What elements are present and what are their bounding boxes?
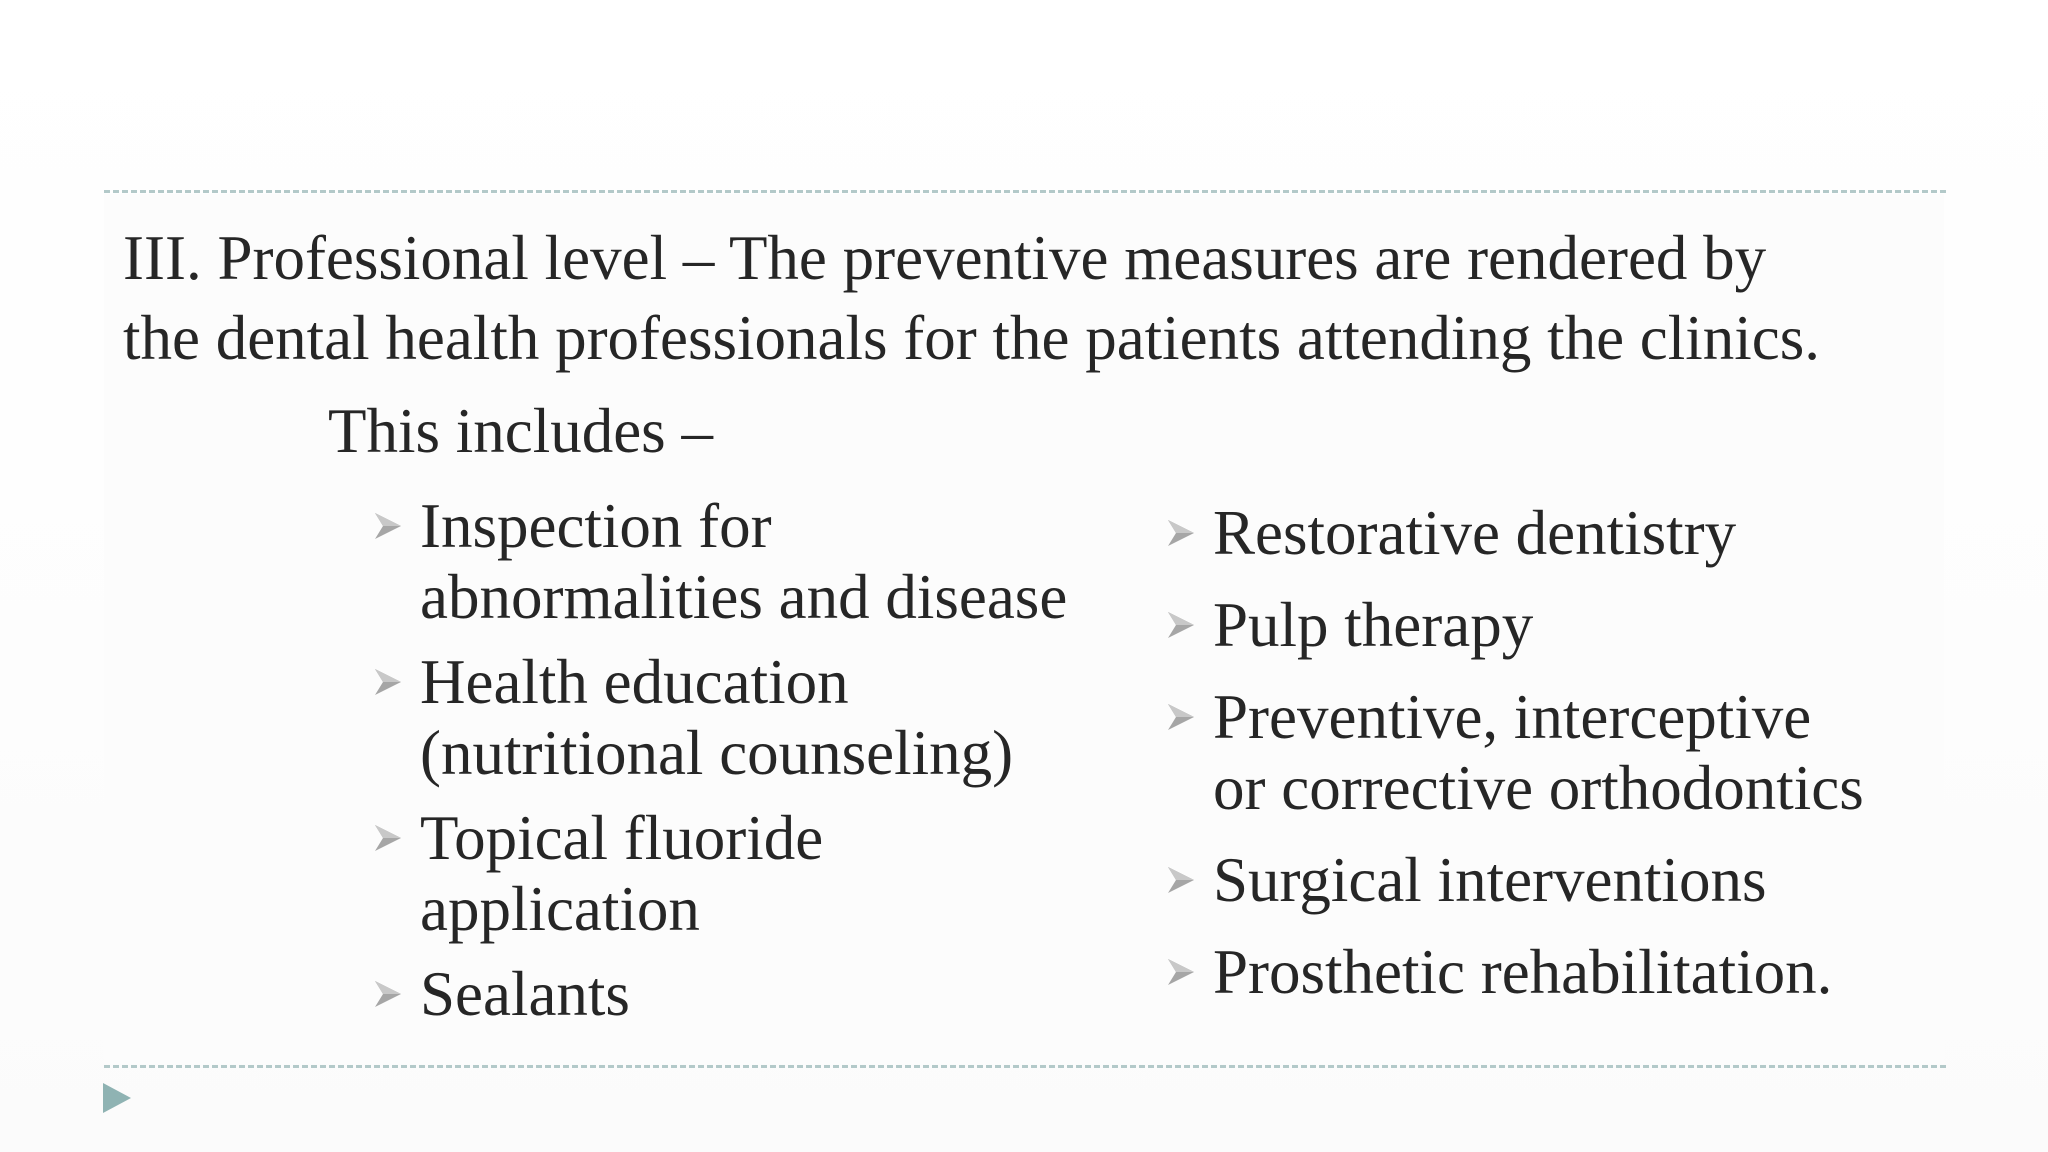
list-item xyxy=(1165,845,2005,916)
arrowhead-bullet-icon xyxy=(372,666,404,698)
list-item xyxy=(372,803,1132,945)
arrowhead-bullet-icon xyxy=(1165,517,1197,549)
list-item-text: Restorative dentistry xyxy=(1213,498,1737,568)
arrowhead-bullet-icon xyxy=(1165,609,1197,641)
list-item-text: Preventive, interceptive xyxy=(1213,682,1812,752)
list-item xyxy=(1165,498,2005,569)
list-item xyxy=(1165,682,2005,824)
list-item-text: Prosthetic rehabilitation. xyxy=(1213,937,1833,1007)
list-item-text: (nutritional counseling) xyxy=(420,718,1014,788)
arrowhead-bullet-icon xyxy=(372,822,404,854)
list-item-text: or corrective orthodontics xyxy=(1213,753,1864,823)
arrowhead-bullet-icon xyxy=(1165,864,1197,896)
list-item xyxy=(372,647,1132,789)
list-item-text: Inspection for xyxy=(420,491,772,561)
list-item xyxy=(1165,937,2005,1008)
list-item-text: Surgical interventions xyxy=(1213,845,1767,915)
list-item xyxy=(1165,590,2005,661)
list-item-text: abnormalities and disease xyxy=(420,562,1068,632)
intro-paragraph xyxy=(123,218,1923,378)
list-item-text: Pulp therapy xyxy=(1213,590,1534,660)
left-bullet-list xyxy=(372,491,1132,1044)
list-item-text: Topical fluoride xyxy=(420,803,824,873)
intro-line: III. Professional level – The preventive measures are rendered by xyxy=(123,223,1767,293)
arrowhead-bullet-icon xyxy=(1165,701,1197,733)
arrowhead-bullet-icon xyxy=(372,978,404,1010)
intro-line: the dental health professionals for the patients attending the clinics. xyxy=(123,303,1821,373)
arrowhead-bullet-icon xyxy=(372,510,404,542)
list-item-text: Health education xyxy=(420,647,849,717)
right-bullet-list xyxy=(1165,498,2005,1029)
arrowhead-bullet-icon xyxy=(1165,956,1197,988)
bottom-dashed-rule xyxy=(104,1065,1946,1068)
triangle-play-icon xyxy=(102,1082,132,1114)
list-item-text: application xyxy=(420,874,700,944)
includes-label: This includes – xyxy=(328,396,713,466)
list-item xyxy=(372,491,1132,633)
top-dashed-rule xyxy=(104,190,1946,193)
list-item xyxy=(372,959,1132,1030)
list-item-text: Sealants xyxy=(420,959,630,1029)
